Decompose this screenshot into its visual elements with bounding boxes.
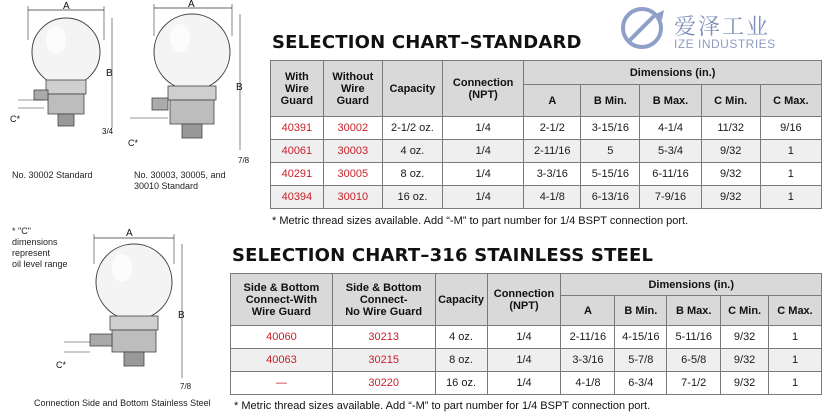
part-number-dash: — bbox=[231, 372, 333, 395]
figure-stainless-drawing bbox=[54, 224, 214, 394]
ss-subheader-c-max: C Max. bbox=[769, 296, 822, 326]
fig3-caption: Connection Side and Bottom Stainless Steel bbox=[34, 398, 211, 408]
dim-a-cell: 2-11/16 bbox=[561, 326, 615, 349]
fig2-caption bbox=[134, 170, 226, 192]
fig2-dim-b: B bbox=[236, 82, 243, 93]
table-row bbox=[271, 117, 822, 140]
connection-cell: 1/4 bbox=[487, 326, 561, 349]
ss-subheader-c-min: C Min. bbox=[721, 296, 769, 326]
dim-c-max-cell: 1 bbox=[760, 140, 821, 163]
dim-a-cell: 3-3/16 bbox=[561, 349, 615, 372]
dim-b-max-cell: 7-9/16 bbox=[640, 186, 701, 209]
ss-subheader-b-max: B Max. bbox=[667, 296, 721, 326]
std-header-capacity: Capacity bbox=[382, 61, 442, 117]
dim-b-max-cell: 6-11/16 bbox=[640, 163, 701, 186]
ss-header-no-guard: Side & Bottom Connect- No Wire Guard bbox=[332, 274, 435, 326]
table-row bbox=[271, 163, 822, 186]
fig3-dim-frac: 7/8 bbox=[180, 382, 192, 391]
capacity-cell: 16 oz. bbox=[435, 372, 487, 395]
ss-header-dimensions: Dimensions (in.) bbox=[561, 274, 822, 296]
dim-a-cell: 3-3/16 bbox=[524, 163, 581, 186]
part-number-link[interactable]: 30002 bbox=[323, 117, 382, 140]
ss-header-capacity: Capacity bbox=[435, 274, 487, 326]
std-subheader-c-max: C Max. bbox=[760, 85, 821, 117]
stainless-selection-table bbox=[230, 273, 822, 395]
stainless-chart-title: SELECTION CHART–316 STAINLESS STEEL bbox=[232, 245, 654, 266]
ss-header-with-guard: Side & Bottom Connect-With Wire Guard bbox=[231, 274, 333, 326]
capacity-cell: 4 oz. bbox=[435, 326, 487, 349]
c-note-line3: represent bbox=[12, 248, 51, 258]
stainless-metric-note: * Metric thread sizes available. Add “-M” to part number for 1/4 BSPT connection port. bbox=[234, 400, 651, 412]
connection-cell: 1/4 bbox=[487, 349, 561, 372]
dim-b-min-cell: 3-15/16 bbox=[581, 117, 640, 140]
fig3-dim-c: C* bbox=[56, 360, 67, 370]
connection-cell: 1/4 bbox=[487, 372, 561, 395]
part-number-link[interactable]: 40394 bbox=[271, 186, 324, 209]
fig1-dim-frac: 3/4 bbox=[102, 127, 114, 136]
connection-cell: 1/4 bbox=[443, 117, 524, 140]
dim-c-min-cell: 9/32 bbox=[701, 140, 760, 163]
fig3-dim-a: A bbox=[126, 228, 133, 239]
c-note-line1: * "C" bbox=[12, 226, 31, 236]
capacity-cell: 16 oz. bbox=[382, 186, 442, 209]
part-number-link[interactable]: 40060 bbox=[231, 326, 333, 349]
capacity-cell: 8 oz. bbox=[382, 163, 442, 186]
part-number-link[interactable]: 30003 bbox=[323, 140, 382, 163]
company-logo bbox=[618, 4, 828, 52]
table-row bbox=[271, 140, 822, 163]
std-subheader-b-max: B Max. bbox=[640, 85, 701, 117]
capacity-cell: 8 oz. bbox=[435, 349, 487, 372]
part-number-link[interactable]: 40063 bbox=[231, 349, 333, 372]
part-number-link[interactable]: 40391 bbox=[271, 117, 324, 140]
dim-b-min-cell: 4-15/16 bbox=[615, 326, 667, 349]
table-row bbox=[231, 326, 822, 349]
fig2-caption-line1: No. 30003, 30005, and bbox=[134, 170, 226, 180]
dim-b-min-cell: 6-13/16 bbox=[581, 186, 640, 209]
dim-a-cell: 2-1/2 bbox=[524, 117, 581, 140]
logo-mark-icon bbox=[620, 6, 668, 50]
dim-c-max-cell: 9/16 bbox=[760, 117, 821, 140]
dim-c-min-cell: 9/32 bbox=[721, 349, 769, 372]
capacity-cell: 2-1/2 oz. bbox=[382, 117, 442, 140]
standard-chart-title: SELECTION CHART–STANDARD bbox=[272, 32, 582, 53]
std-header-connection: Connection (NPT) bbox=[443, 61, 524, 117]
c-note-line4: oil level range bbox=[12, 259, 68, 269]
std-header-with-guard: With Wire Guard bbox=[271, 61, 324, 117]
fig2-dim-a: A bbox=[188, 0, 195, 10]
fig2-caption-line2: 30010 Standard bbox=[134, 181, 199, 191]
part-number-link[interactable]: 30215 bbox=[332, 349, 435, 372]
fig2-dim-c: C* bbox=[128, 138, 139, 148]
dim-c-min-cell: 9/32 bbox=[701, 163, 760, 186]
table-row bbox=[271, 186, 822, 209]
capacity-cell: 4 oz. bbox=[382, 140, 442, 163]
dim-c-min-cell: 9/32 bbox=[721, 372, 769, 395]
table-row bbox=[231, 372, 822, 395]
std-subheader-c-min: C Min. bbox=[701, 85, 760, 117]
ss-subheader-b-min: B Min. bbox=[615, 296, 667, 326]
std-subheader-b-min: B Min. bbox=[581, 85, 640, 117]
logo-chinese-name: 爱泽工业 bbox=[674, 15, 771, 40]
logo-english-name: IZE INDUSTRIES bbox=[674, 37, 776, 51]
dim-c-max-cell: 1 bbox=[760, 186, 821, 209]
fig1-dim-b: B bbox=[106, 68, 113, 79]
ss-header-connection: Connection (NPT) bbox=[487, 274, 561, 326]
part-number-link[interactable]: 30005 bbox=[323, 163, 382, 186]
table-row bbox=[231, 349, 822, 372]
connection-cell: 1/4 bbox=[443, 186, 524, 209]
dim-b-max-cell: 5-11/16 bbox=[667, 326, 721, 349]
dim-b-min-cell: 5-15/16 bbox=[581, 163, 640, 186]
fig1-dim-a: A bbox=[63, 1, 70, 12]
connection-cell: 1/4 bbox=[443, 140, 524, 163]
fig2-dim-frac: 7/8 bbox=[238, 156, 250, 165]
dim-a-cell: 4-1/8 bbox=[524, 186, 581, 209]
std-subheader-a: A bbox=[524, 85, 581, 117]
dim-c-max-cell: 1 bbox=[760, 163, 821, 186]
dim-b-min-cell: 6-3/4 bbox=[615, 372, 667, 395]
part-number-link[interactable]: 30010 bbox=[323, 186, 382, 209]
dim-a-cell: 2-11/16 bbox=[524, 140, 581, 163]
std-header-dimensions: Dimensions (in.) bbox=[524, 61, 822, 85]
dim-c-min-cell: 9/32 bbox=[701, 186, 760, 209]
figure-30002-standard-drawing bbox=[8, 0, 128, 160]
std-header-without-guard: Without Wire Guard bbox=[323, 61, 382, 117]
ss-subheader-a: A bbox=[561, 296, 615, 326]
c-note-line2: dimensions bbox=[12, 237, 58, 247]
dim-b-max-cell: 4-1/4 bbox=[640, 117, 701, 140]
part-number-link[interactable]: 40291 bbox=[271, 163, 324, 186]
fig1-dim-c: C* bbox=[10, 114, 21, 124]
standard-metric-note: * Metric thread sizes available. Add “-M” to part number for 1/4 BSPT connection port. bbox=[272, 215, 689, 227]
part-number-link[interactable]: 30220 bbox=[332, 372, 435, 395]
dim-b-max-cell: 5-3/4 bbox=[640, 140, 701, 163]
dim-b-max-cell: 7-1/2 bbox=[667, 372, 721, 395]
part-number-link[interactable]: 30213 bbox=[332, 326, 435, 349]
fig3-dim-b: B bbox=[178, 310, 185, 321]
dim-c-min-cell: 11/32 bbox=[701, 117, 760, 140]
part-number-link[interactable]: 40061 bbox=[271, 140, 324, 163]
dim-b-max-cell: 6-5/8 bbox=[667, 349, 721, 372]
dim-a-cell: 4-1/8 bbox=[561, 372, 615, 395]
dim-c-max-cell: 1 bbox=[769, 326, 822, 349]
dim-c-max-cell: 1 bbox=[769, 372, 822, 395]
connection-cell: 1/4 bbox=[443, 163, 524, 186]
dim-b-min-cell: 5 bbox=[581, 140, 640, 163]
figure-30003-30005-30010-drawing bbox=[128, 0, 258, 170]
standard-selection-table bbox=[270, 60, 822, 209]
dim-c-max-cell: 1 bbox=[769, 349, 822, 372]
fig1-caption: No. 30002 Standard bbox=[12, 170, 93, 180]
dim-b-min-cell: 5-7/8 bbox=[615, 349, 667, 372]
dim-c-min-cell: 9/32 bbox=[721, 326, 769, 349]
